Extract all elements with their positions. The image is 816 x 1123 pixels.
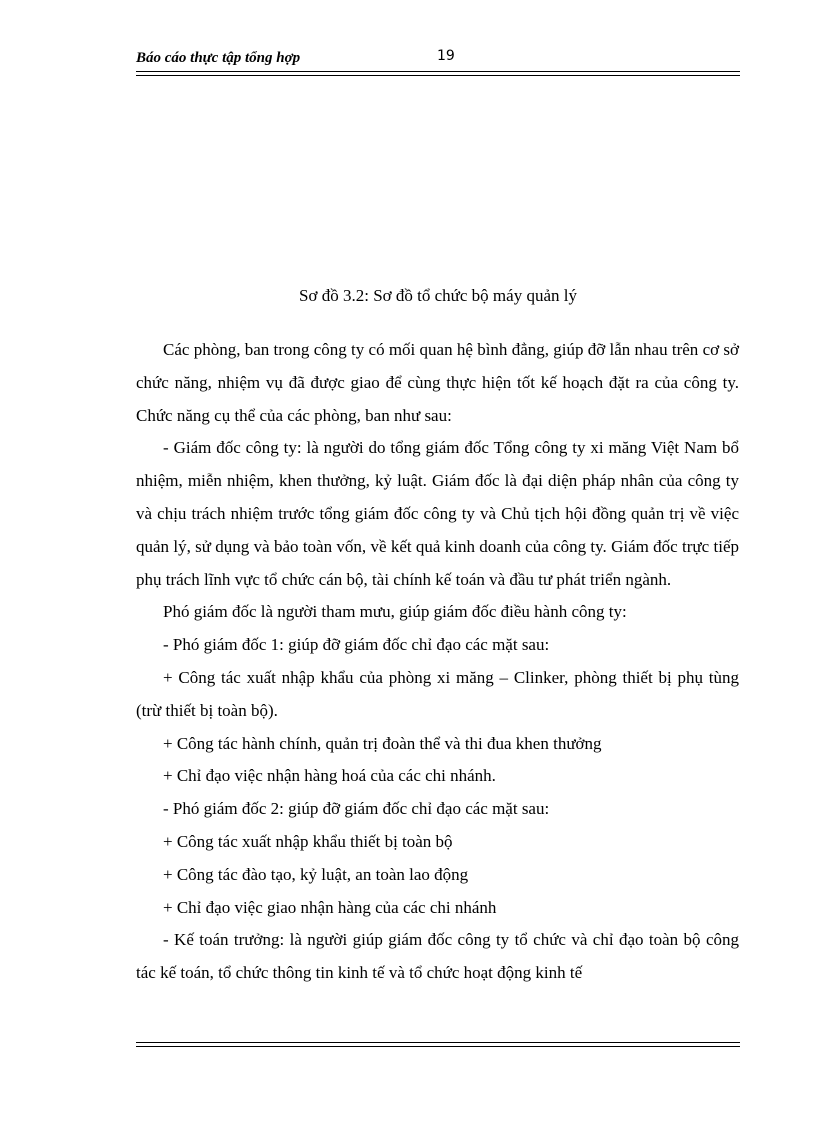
footer-rule-top <box>136 1042 740 1043</box>
body-text <box>136 334 739 990</box>
paragraph: - Kế toán trưởng: là người giúp giám đốc công ty tổ chức và chỉ đạo toàn bộ công tác kế toán, tổ chức thông tin kinh tế và tổ chức hoạt động kinh tế <box>136 930 739 983</box>
paragraph: - Phó giám đốc 1: giúp đỡ giám đốc chỉ đạo các mặt sau: <box>163 635 550 655</box>
paragraph: Các phòng, ban trong công ty có mối quan hệ bình đẳng, giúp đỡ lẫn nhau trên cơ sở chức năng, nhiệm vụ đã được giao để cùng thực hiện tốt kế hoạch đặt ra của công ty. Chức năng cụ thể của các phòng, ban như sau: <box>136 340 739 425</box>
paragraph: - Giám đốc công ty: là người do tổng giám đốc Tổng công ty xi măng Việt Nam bổ nhiệm, miễn nhiệm, khen thưởng, kỷ luật. Giám đốc là đại diện pháp nhân của công ty và chịu trách nhiệm trước tổng giám đốc công ty và Chủ tịch hội đồng quản trị về việc quản lý, sử dụng và bảo toàn vốn, về kết quả kinh doanh của công ty. Giám đốc trực tiếp phụ trách lĩnh vực tổ chức cán bộ, tài chính kế toán và đầu tư phát triển ngành. <box>136 438 739 589</box>
header-rule-top <box>136 71 740 72</box>
paragraph: + Công tác hành chính, quản trị đoàn thể và thi đua khen thưởng <box>163 733 602 753</box>
footer-rule-bottom <box>136 1046 740 1047</box>
figure-caption: Sơ đồ 3.2: Sơ đồ tổ chức bộ máy quản lý <box>299 286 577 305</box>
page-number: 19 <box>437 48 455 64</box>
header-rule-bottom <box>136 75 740 76</box>
paragraph: - Phó giám đốc 2: giúp đỡ giám đốc chỉ đạo các mặt sau: <box>163 799 550 819</box>
paragraph: + Chỉ đạo việc nhận hàng hoá của các chi nhánh. <box>163 766 496 786</box>
paragraph: + Chỉ đạo việc giao nhận hàng của các chi nhánh <box>163 897 497 917</box>
header-title: Báo cáo thực tập tổng hợp <box>136 50 301 66</box>
paragraph: + Công tác xuất nhập khẩu thiết bị toàn bộ <box>163 831 453 851</box>
paragraph: + Công tác đào tạo, kỷ luật, an toàn lao động <box>163 864 469 884</box>
paragraph: Phó giám đốc là người tham mưu, giúp giám đốc điều hành công ty: <box>163 602 627 622</box>
paragraph: + Công tác xuất nhập khẩu của phòng xi măng – Clinker, phòng thiết bị phụ tùng (trừ thiết bị toàn bộ). <box>136 667 739 720</box>
